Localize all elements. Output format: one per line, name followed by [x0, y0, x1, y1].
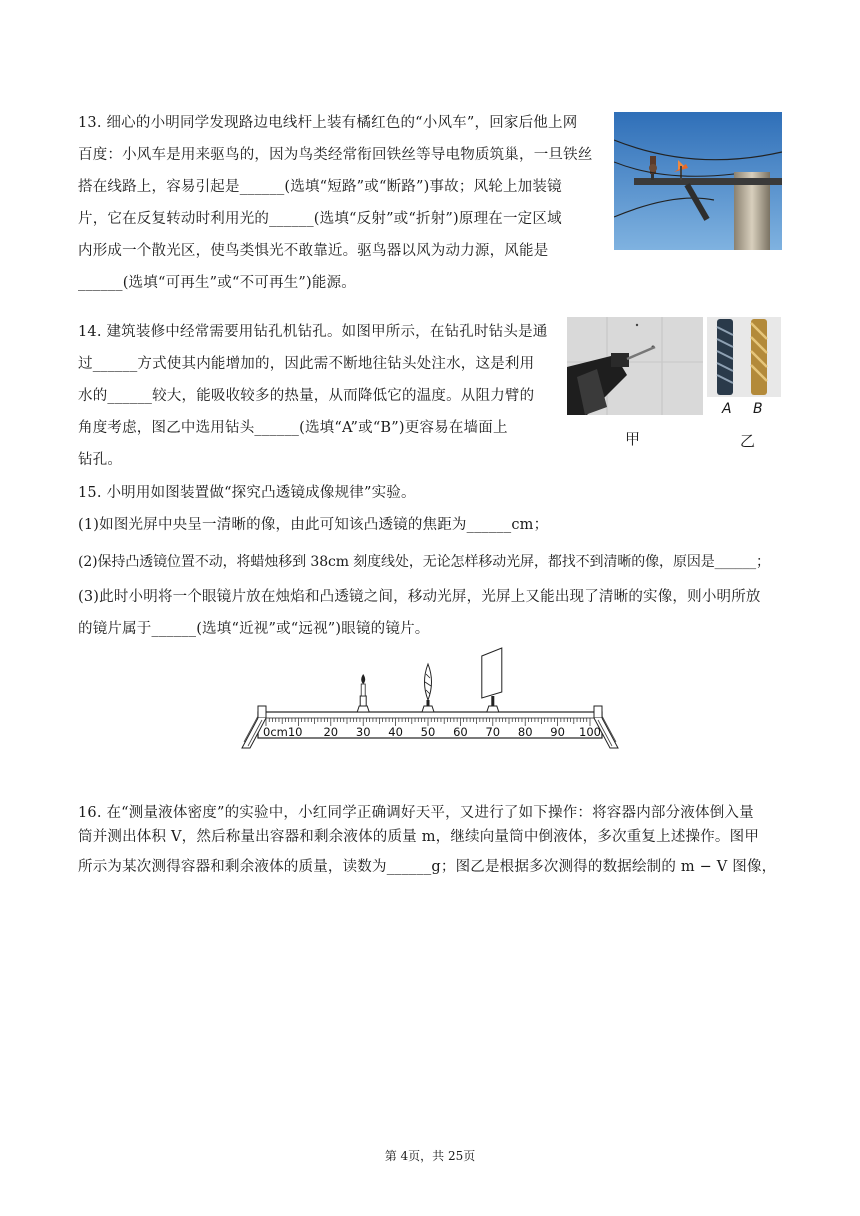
page-footer: 第 4页，共 25页	[384, 1149, 476, 1163]
ruler-tick-label: 90	[550, 725, 565, 739]
ruler-tick-label: 80	[517, 725, 533, 739]
q13-line-3: 搭在线路上，容易引起是______(选填“短路”或“断路”)事故；风轮上加装镜	[78, 179, 562, 195]
ruler-tick-label: 30	[355, 725, 371, 739]
ruler-tick-label: 100	[579, 725, 601, 739]
candle	[357, 674, 369, 712]
drilling-photo	[567, 317, 703, 415]
bit-b-label: B	[753, 401, 763, 417]
q14-line-3: 水的______较大，能吸收较多的热量，从而降低它的温度。从阻力臂的	[78, 388, 535, 404]
q16-line-3: 所示为某次测得容器和剩余液体的质量，读数为______g；图乙是根据多次测得的数据绘制的 m − V 图像，	[78, 859, 777, 875]
ruler-tick-label: 40	[388, 725, 403, 739]
figure-jia-label: 甲	[625, 430, 641, 448]
q14-line-5: 钻孔。	[78, 452, 123, 468]
ruler-tick-label: 0cm10	[263, 725, 303, 739]
convex-lens	[422, 664, 434, 712]
ruler-tick-label: 70	[485, 725, 501, 739]
q14-line-1: 14. 建筑装修中经常需要用钻孔机钻孔。如图甲所示，在钻孔时钻头是通	[78, 324, 548, 340]
q13-line-2: 百度：小风车是用来驱鸟的，因为鸟类经常衔回铁丝等导电物质筑巢，一旦铁丝	[78, 147, 593, 163]
optical-bench-diagram	[236, 644, 626, 756]
q13-line-1: 13. 细心的小明同学发现路边电线杆上装有橘红色的“小风车”，回家后他上网	[78, 115, 578, 131]
light-screen	[482, 648, 502, 712]
q16-line-2: 筒并测出体积 V，然后称量出容器和剩余液体的质量 m，继续向量筒中倒液体，多次重复上述操作。图甲	[78, 829, 760, 845]
q16-line-1: 16. 在“测量液体密度”的实验中，小红同学正确调好天平，又进行了如下操作：将容器内部分液体倒入量	[78, 805, 754, 821]
ruler-tick-label: 20	[323, 725, 339, 739]
q14-line-4: 角度考虑，图乙中选用钻头______(选填“A”或“B”)更容易在墙面上	[78, 420, 508, 436]
bird-repeller-photo	[614, 112, 782, 250]
q13-line-5: 内形成一个散光区，使鸟类惧光不敢靠近。驱鸟器以风为动力源，风能是	[78, 243, 549, 259]
q15-line-5: 的镜片属于______(选填“近视”或“远视”)眼镜的镜片。	[78, 621, 430, 637]
q15-line-2: (1)如图光屏中央呈一清晰的像，由此可知该凸透镜的焦距为______cm；	[78, 517, 549, 533]
bit-a-label: A	[722, 401, 732, 417]
figure-yi-label: 乙	[740, 432, 756, 450]
q13-line-4: 片，它在反复转动时利用光的______(选填“反射”或“折射”)原理在一定区域	[78, 211, 562, 227]
ruler-tick-label: 50	[420, 725, 436, 739]
drill-bits-photo	[707, 317, 781, 397]
q15-line-4: (3)此时小明将一个眼镜片放在烛焰和凸透镜之间，移动光屏，光屏上又能出现了清晰的实像，则小明所放	[78, 589, 761, 605]
q15-line-3: (2)保持凸透镜位置不动，将蜡烛移到 38cm 刻度线处，无论怎样移动光屏，都找不到清晰的像，原因是______；	[78, 554, 770, 570]
q14-line-2: 过______方式使其内能增加的，因此需不断地往钻头处注水，这是利用	[78, 356, 535, 372]
q13-line-6: ______(选填“可再生”或“不可再生”)能源。	[78, 275, 356, 291]
q15-line-1: 15. 小明用如图装置做“探究凸透镜成像规律”实验。	[78, 485, 416, 501]
ruler-tick-label: 60	[453, 725, 468, 739]
